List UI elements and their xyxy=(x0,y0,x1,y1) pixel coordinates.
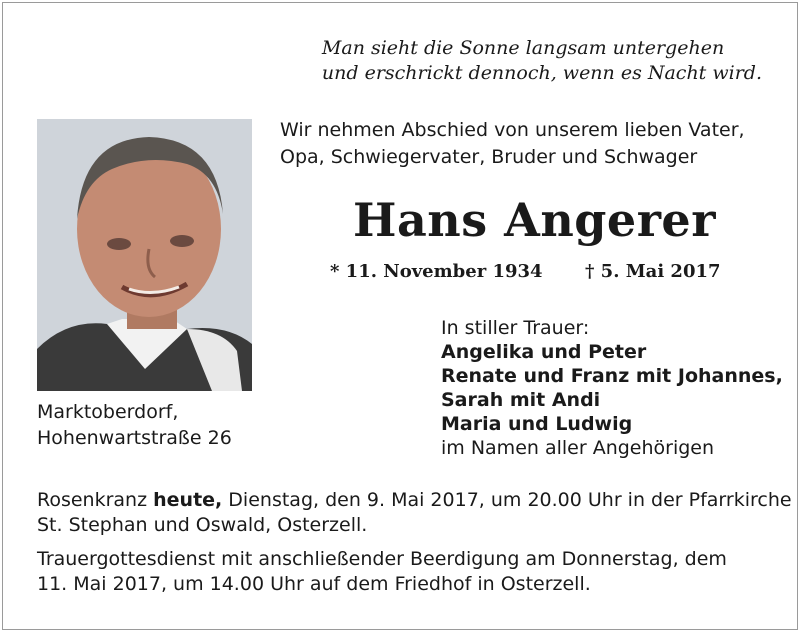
rosary-today: heute, xyxy=(153,489,223,511)
mourner-name: Renate und Franz mit Johannes, xyxy=(441,365,783,387)
memorial-poem xyxy=(322,36,762,86)
mourner-name: Angelika und Peter xyxy=(441,341,647,363)
rosary-info xyxy=(37,488,792,538)
rosary-prefix: Rosenkranz xyxy=(37,489,154,511)
death-date: † 5. Mai 2017 xyxy=(585,261,721,282)
service-details xyxy=(37,488,792,606)
address-line-1: Marktoberdorf, xyxy=(37,401,179,423)
family-address xyxy=(37,399,232,451)
mourners-closing: im Namen aller Angehörigen xyxy=(441,437,715,459)
rosary-location: St. Stephan und Oswald, Osterzell. xyxy=(37,514,368,536)
portrait-image xyxy=(37,119,252,391)
obituary-notice xyxy=(2,2,798,630)
birth-date: * 11. November 1934 xyxy=(330,261,543,282)
farewell-intro xyxy=(280,117,745,171)
poem-line-1: Man sieht die Sonne langsam untergehen xyxy=(321,37,725,59)
funeral-line-2: 11. Mai 2017, um 14.00 Uhr auf dem Friedhof in Osterzell. xyxy=(37,573,591,595)
intro-line-1: Wir nehmen Abschied von unserem lieben Vater, xyxy=(280,119,745,141)
funeral-info xyxy=(37,547,769,597)
mourner-name: Sarah mit Andi xyxy=(441,389,601,411)
rosary-details: Dienstag, den 9. Mai 2017, um 20.00 Uhr in der Pfarrkirche xyxy=(222,489,792,511)
portrait-photo xyxy=(37,119,252,391)
funeral-line-1: Trauergottesdienst mit anschließender Beerdigung am Donnerstag, dem xyxy=(37,548,727,570)
mourners-list xyxy=(441,316,783,460)
mourner-name: Maria und Ludwig xyxy=(441,413,633,435)
poem-line-2: und erschrickt dennoch, wenn es Nacht wird. xyxy=(321,62,762,84)
address-line-2: Hohenwartstraße 26 xyxy=(37,427,232,449)
deceased-name: Hans Angerer xyxy=(353,193,716,247)
intro-line-2: Opa, Schwiegervater, Bruder und Schwager xyxy=(280,146,698,168)
mourners-heading: In stiller Trauer: xyxy=(441,317,590,339)
